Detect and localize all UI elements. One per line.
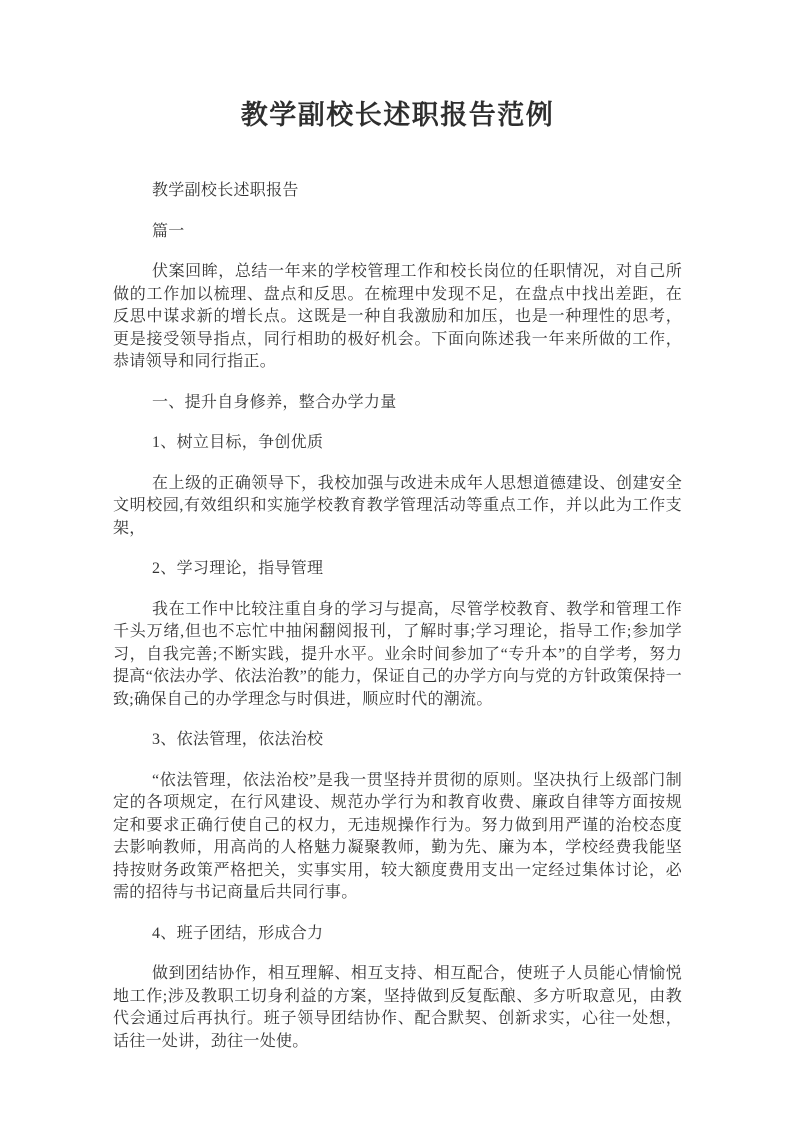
body-paragraph-1-4: 做到团结协作，相互理解、相互支持、相互配合，使班子人员能心情愉悦地工作;涉及教职工切身利益的方案，坚持做到反复酝酿、多方听取意见，由教代会通过后再执行。班子领导团结协作、配合默契、创新求实，心往一处想，话往一处讲，劲往一处使。 — [113, 965, 682, 1050]
subsection-heading-1-1: 1、树立目标，争创优质 — [152, 434, 324, 451]
body-paragraph-1-2: 我在工作中比较注重自身的学习与提高，尽管学校教育、教学和管理工作千头万绪,但也不忘忙中抽闲翻阅报刊，了解时事;学习理论，指导工作;参加学习，自我完善;不断实践，提升水平。业余时间参加了“专升本”的自学考，努力提高“依法办学、依法治教”的能力，保证自己的办学方向与党的方针政策保持一致;确保自己的办学理念与时俱进，顺应时代的潮流。 — [113, 600, 683, 708]
part-label: 篇一 — [152, 222, 185, 240]
subsection-heading-1-3: 3、依法管理，依法治校 — [152, 731, 324, 748]
body-paragraph-1-1: 在上级的正确领导下，我校加强与改进未成年人思想道德建设、创建安全文明校园,有效组织和实施学校教育教学管理活动等重点工作，并以此为工作支架， — [113, 474, 682, 537]
document-title: 教学副校长述职报告范例 — [240, 100, 555, 130]
subsection-heading-1-4: 4、班子团结，形成合力 — [152, 924, 324, 942]
subsection-heading-1-2: 2、学习理论，指导管理 — [152, 560, 324, 577]
document-subtitle: 教学副校长述职报告 — [152, 182, 299, 199]
body-paragraph-1-3: “依法管理，依法治校”是我一贯坚持并贯彻的原则。坚决执行上级部门制定的各项规定，在行风建设、规范办学行为和教育收费、廉政自律等方面按规定和要求正确行使自己的权力，无违规操作行为。努力做到用严谨的治校态度去影响教师，用高尚的人格魅力凝聚教师，勤为先、廉为本，学校经费我能坚持按财务政策严格把关，实事实用，较大额度费用支出一定经过集体讨论，必需的招待与书记商量后共同行事。 — [113, 771, 682, 901]
body-paragraph-intro: 伏案回眸，总结一年来的学校管理工作和校长岗位的任职情况，对自己所做的工作加以梳理、盘点和反思。在梳理中发现不足，在盘点中找出差距，在反思中谋求新的增长点。这既是一种自我激励和加压，也是一种理性的思考，更是接受领导指点，同行相助的极好机会。下面向陈述我一年来所做的工作，恭请领导和同行指正。 — [113, 263, 682, 370]
section-heading-1: 一、提升自身修养，整合办学力量 — [152, 393, 397, 411]
